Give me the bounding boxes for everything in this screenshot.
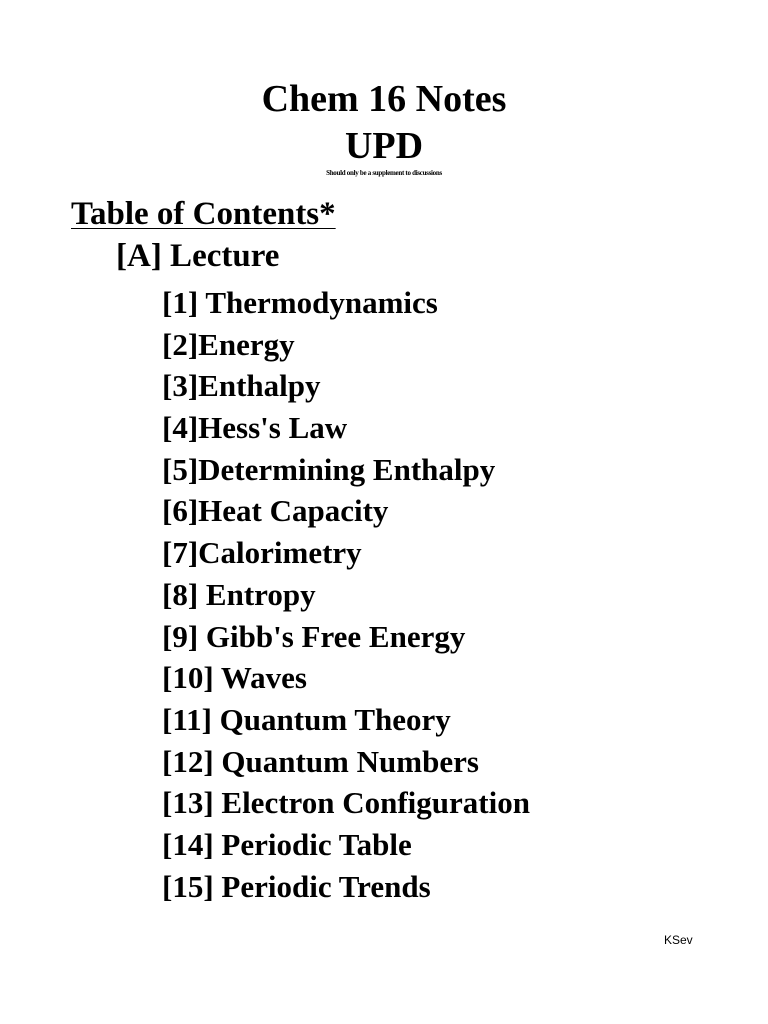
document-subtitle-upd: UPD [344, 125, 424, 167]
author-initials: KSev [664, 933, 693, 947]
toc-heading: Table of Contents* [71, 196, 336, 232]
toc-item: [1] Thermodynamics [162, 285, 438, 320]
toc-item: [6]Heat Capacity [162, 493, 389, 529]
toc-item: [3]Enthalpy [162, 368, 321, 404]
toc-item: [9] Gibb's Free Energy [162, 618, 466, 654]
toc-item: [4]Hess's Law [162, 410, 348, 446]
toc-list [162, 282, 530, 907]
toc-item: [7]Calorimetry [162, 535, 362, 571]
toc-item: [2]Energy [162, 326, 295, 362]
document-title: Chem 16 Notes [261, 78, 507, 120]
toc-item: [13] Electron Configuration [162, 785, 530, 821]
toc-item: [5]Determining Enthalpy [162, 451, 496, 487]
toc-item: [14] Periodic Table [162, 826, 412, 862]
toc-item: [10] Waves [162, 660, 307, 696]
toc-item: [12] Quantum Numbers [162, 743, 479, 779]
toc-item: [15] Periodic Trends [162, 868, 431, 904]
supplement-note: Should only be a supplement to discussions [326, 169, 442, 177]
toc-item: [11] Quantum Theory [162, 701, 451, 737]
section-label-lecture: [A] Lecture [116, 238, 280, 274]
toc-item: [8] Entropy [162, 576, 316, 612]
